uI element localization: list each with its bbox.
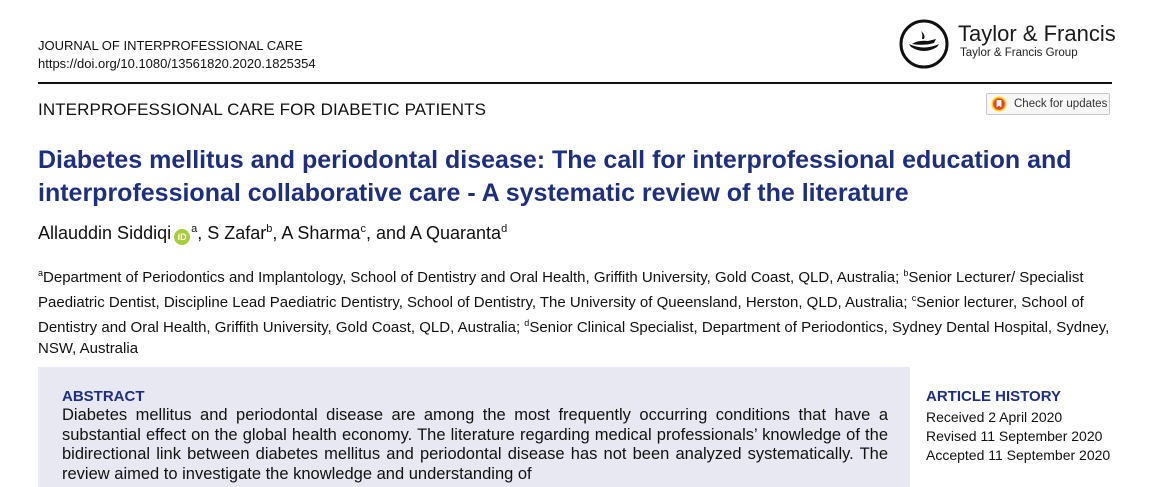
affiliations [38,263,1116,359]
author-separator: , and [365,223,410,243]
author-separator: , [197,223,208,243]
affiliation-text: Senior lecturer, School of Dentistry and Oral Health, Griffith University, Gold Coast, QLD, Australia; [38,294,1084,336]
article-history-heading: ARTICLE HISTORY [926,388,1062,405]
author-affiliation-mark: a [191,223,198,235]
publisher-logo[interactable] [898,18,1118,74]
taylor-francis-lamp-icon [898,18,950,70]
author-name[interactable]: A Quaranta [410,223,502,243]
affiliation-text: Senior Clinical Specialist, Department of Periodontics, Sydney Dental Hospital, Sydney, NSW, Australia [38,319,1110,357]
history-received: Received 2 April 2020 [926,409,1063,425]
affiliation-text: Senior Lecturer/ Specialist Paediatric Dentist, Discipline Lead Paediatric Dentistry, School of Dentistry, The University of Queensland, Herston, QLD, Australia; [38,269,1084,311]
crossmark-icon [991,96,1007,112]
header-divider [38,82,1112,84]
author-name[interactable]: A Sharma [281,223,361,243]
history-revised: Revised 11 September 2020 [926,428,1103,444]
section-heading: INTERPROFESSIONAL CARE FOR DIABETIC PATIENTS [38,100,487,119]
author-affiliation-mark: c [360,223,366,235]
check-for-updates-button[interactable] [986,93,1110,115]
author-separator: , [272,223,282,243]
affiliation-mark: a [38,268,44,278]
article-title: Diabetes mellitus and periodontal disease: The call for interprofessional education and interprofessional collaborative care - A systematic review of the literature [38,146,1072,207]
orcid-icon[interactable]: iD [174,229,190,245]
publisher-name: Taylor & Francis [958,21,1116,46]
author-name[interactable]: S Zafar [207,223,267,243]
check-for-updates-label: Check for updates [1014,98,1108,110]
author-affiliation-mark: d [501,223,508,235]
affiliation-mark: c [911,293,917,303]
doi-link[interactable]: https://doi.org/10.1080/13561820.2020.1825354 [38,56,316,71]
author-list [38,223,507,245]
affiliation-mark: b [903,268,909,278]
history-accepted: Accepted 11 September 2020 [926,447,1111,463]
affiliation-mark: d [524,318,530,328]
publisher-group: Taylor & Francis Group [960,47,1078,59]
abstract-text: Diabetes mellitus and periodontal disease are among the most frequently occurring conditions that have a substantial effect on the global health economy. The literature regarding medical professionals’ knowledge of the bidirectional link between diabetes mellitus and periodontal disease has not been analyzed systematically. The review aimed to investigate the knowledge and understanding of [62,406,888,483]
article-history-list [926,408,1110,465]
abstract-heading: ABSTRACT [62,388,145,405]
affiliation-text: Department of Periodontics and Implantology, School of Dentistry and Oral Health, Griffith University, Gold Coast, QLD, Australia; [43,269,904,286]
author-affiliation-mark: b [266,223,273,235]
author-name[interactable]: Allauddin Siddiqi [38,223,172,243]
journal-info [38,37,316,73]
journal-name: JOURNAL OF INTERPROFESSIONAL CARE [38,38,303,53]
